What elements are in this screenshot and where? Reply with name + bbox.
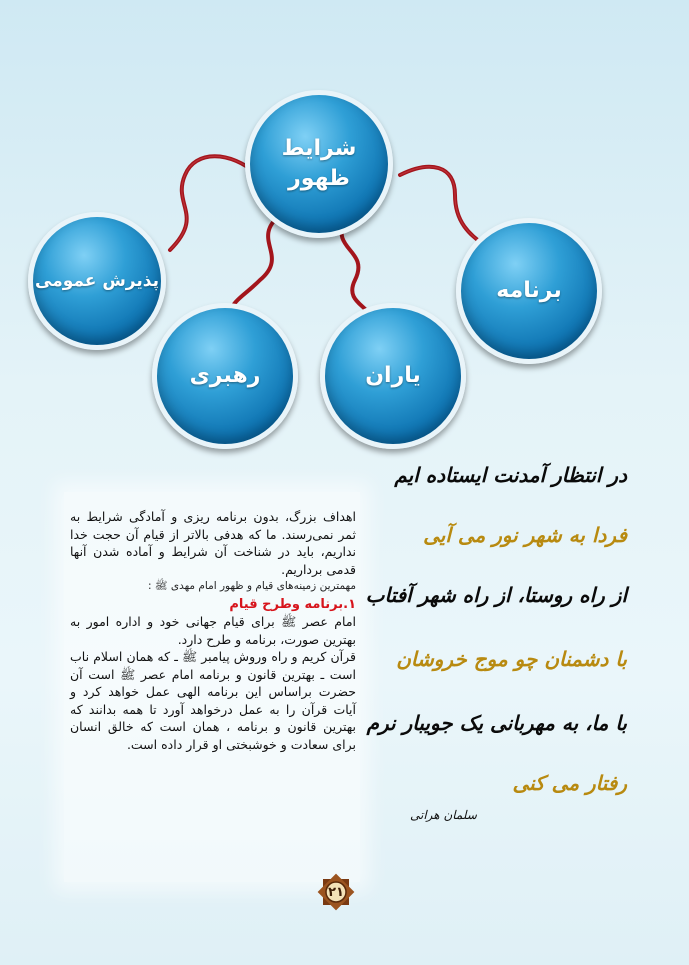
intro-paragraph: اهداف بزرگ، بدون برنامه ریزی و آمادگی شرایط به ثمر نمی‌رسند. ما که هدفی بالاتر از قیام آن حجت خدا نداریم، باید در شناخت آن شرایط و آماده شدن آنها قدمی برداریم. — [70, 509, 356, 577]
rope-center-right — [400, 167, 490, 250]
bubble-public-acceptance — [28, 212, 166, 350]
poem-line-4: با دشمنان چو موج خروشان — [396, 647, 627, 671]
bubble-leadership — [152, 303, 298, 449]
bubble-bottom-left-label: رهبری — [189, 363, 261, 389]
bubble-center-conditions — [245, 90, 393, 238]
bubble-program — [456, 218, 602, 364]
page-number: ۲۱ — [328, 884, 344, 900]
bubble-center-line1: شرایط — [281, 136, 357, 162]
poem-line-2: فردا به شهر نور می آیی — [423, 523, 627, 547]
poem-line-3: از راه روستا، از راه شهر آفتاب — [365, 583, 627, 607]
section-title: ۱.برنامه وطرح قیام — [229, 596, 356, 612]
paragraph-1: امام عصر ﷺ برای قیام جهانی خود و اداره امور به بهترین صورت، برنامه و طرح دارد. — [70, 614, 356, 647]
bubble-companions — [320, 303, 466, 449]
poem-line-6: رفتار می کنی — [512, 771, 627, 795]
bubble-bottom-right-label: یاران — [365, 363, 421, 389]
bubble-center-line2: ظهور — [288, 166, 350, 191]
poem-line-1: در انتظار آمدنت ایستاده ایم — [394, 463, 627, 487]
bubble-right-label: برنامه — [496, 278, 562, 304]
bubble-left-label: پذیرش عمومی — [35, 270, 159, 291]
paragraph-2: قرآن کریم و راه وروش پیامبر ﷺ ـ که همان اسلام ناب است ـ بهترین قانون و برنامه امام عصر ﷺ است آن حضرت براساس این برنامه الهی عمل خواهد کرد و آیات قرآن را به عمل درخواهد آورد تا همه بدانند که بهترین قانون و برنامه ، همان است که خالق انسان برای سعادت و خوشبختی او قرار داده است. — [70, 649, 356, 752]
rope-center-bottomright — [342, 220, 370, 315]
poem-line-5: با ما، به مهربانی یک جویبار نرم — [366, 711, 627, 735]
subhead: مهمترین زمینه‌های قیام و ظهور امام مهدی ﷺ : — [147, 580, 356, 592]
poet-name: سلمان هراتی — [410, 808, 477, 822]
body-text — [70, 508, 356, 753]
